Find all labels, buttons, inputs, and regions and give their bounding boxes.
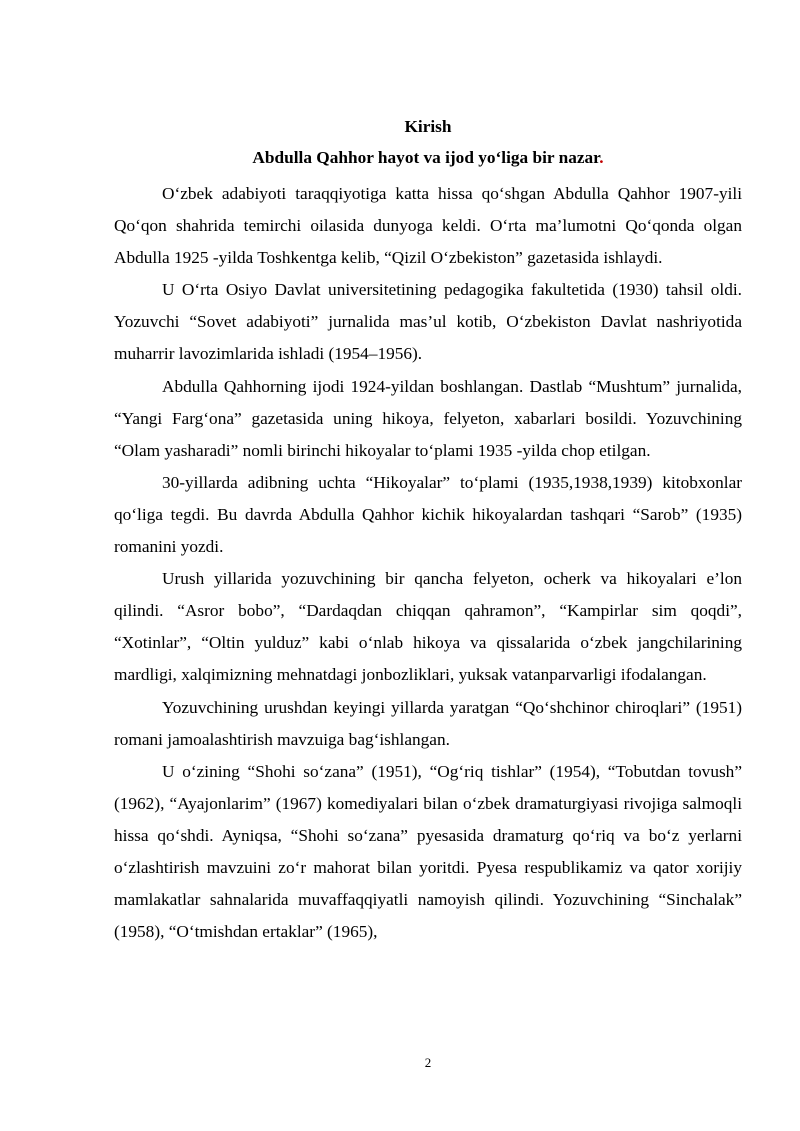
- paragraph: U O‘rta Osiyo Davlat universitetining pedagogika fakultetida (1930) tahsil oldi. Yozuvchi “Sovet adabiyoti” jurnalida mas’ul kotib, O‘zbekiston Davlat nashriyotida muharrir lavozimlarida ishladi (1954–1956).: [114, 280, 742, 364]
- body-text: [114, 178, 742, 948]
- section-title: Kirish: [404, 117, 452, 136]
- section-subtitle-text: Abdulla Qahhor hayot va ijod yo‘liga bir nazar: [252, 148, 600, 167]
- paragraph: U o‘zining “Shohi so‘zana” (1951), “Og‘riq tishlar” (1954), “Tobutdan tovush” (1962), “Ayajonlarim” (1967) komediyalari bilan o‘zbek dramaturgiyasi rivojiga salmoqli hissa qo‘shdi. Ayniqsa, “Shohi so‘zana” pyesasida dramaturg qo‘riq va bo‘z yerlarni o‘zlashtirish mavzuini zo‘r mahorat bilan yoritdi. Pyesa respublikamiz va qator xorijiy mamlakatlar sahnalarida muvaffaqqiyatli namoyish qilindi. Yozuvchining “Sinchalak” (1958), “O‘tmishdan ertaklar” (1965),: [114, 761, 742, 942]
- paragraph: Yozuvchining urushdan keyingi yillarda yaratgan “Qo‘shchinor chiroqlari” (1951) romani jamoalashtirish mavzuiga bag‘ishlangan.: [114, 697, 742, 749]
- paragraph: Urush yillarida yozuvchining bir qancha felyeton, ocherk va hikoyalari e’lon qilindi. “Asror bobo”, “Dardaqdan chiqqan qahramon”, “Kampirlar sim qoqdi”, “Xotinlar”, “Oltin yulduz” kabi o‘nlab hikoya va qissalarida o‘zbek jangchilarining mardligi, xalqimizning mehnatdagi jonbozliklari, yuksak vatanparvarligi ifodalangan.: [114, 569, 742, 685]
- paragraph: 30-yillarda adibning uchta “Hikoyalar” to‘plami (1935,1938,1939) kitobxonlar qo‘liga tegdi. Bu davrda Abdulla Qahhor kichik hikoyalardan tashqari “Sarob” (1935) romanini yozdi.: [114, 472, 742, 557]
- paragraph: Abdulla Qahhorning ijodi 1924-yildan boshlangan. Dastlab “Mushtum” jurnalida, “Yangi Farg‘ona” gazetasida uning hikoya, felyeton, xabarlari bosildi. Yozuvchining “Olam yasharadi” nomli birinchi hikoyalar to‘plami 1935 -yilda chop etilgan.: [114, 376, 742, 460]
- section-subtitle-period: .: [599, 148, 604, 167]
- section-subtitle: [114, 148, 742, 168]
- page-number: 2: [424, 1055, 432, 1070]
- paragraph: O‘zbek adabiyoti taraqqiyotiga katta hissa qo‘shgan Abdulla Qahhor 1907-yili Qo‘qon shahrida temirchi oilasida dunyoga keldi. O‘rta ma’lumotni Qo‘qonda olgan Abdulla 1925 -yilda Toshkentga kelib, “Qizil O‘zbekiston” gazetasida ishlaydi.: [114, 184, 742, 268]
